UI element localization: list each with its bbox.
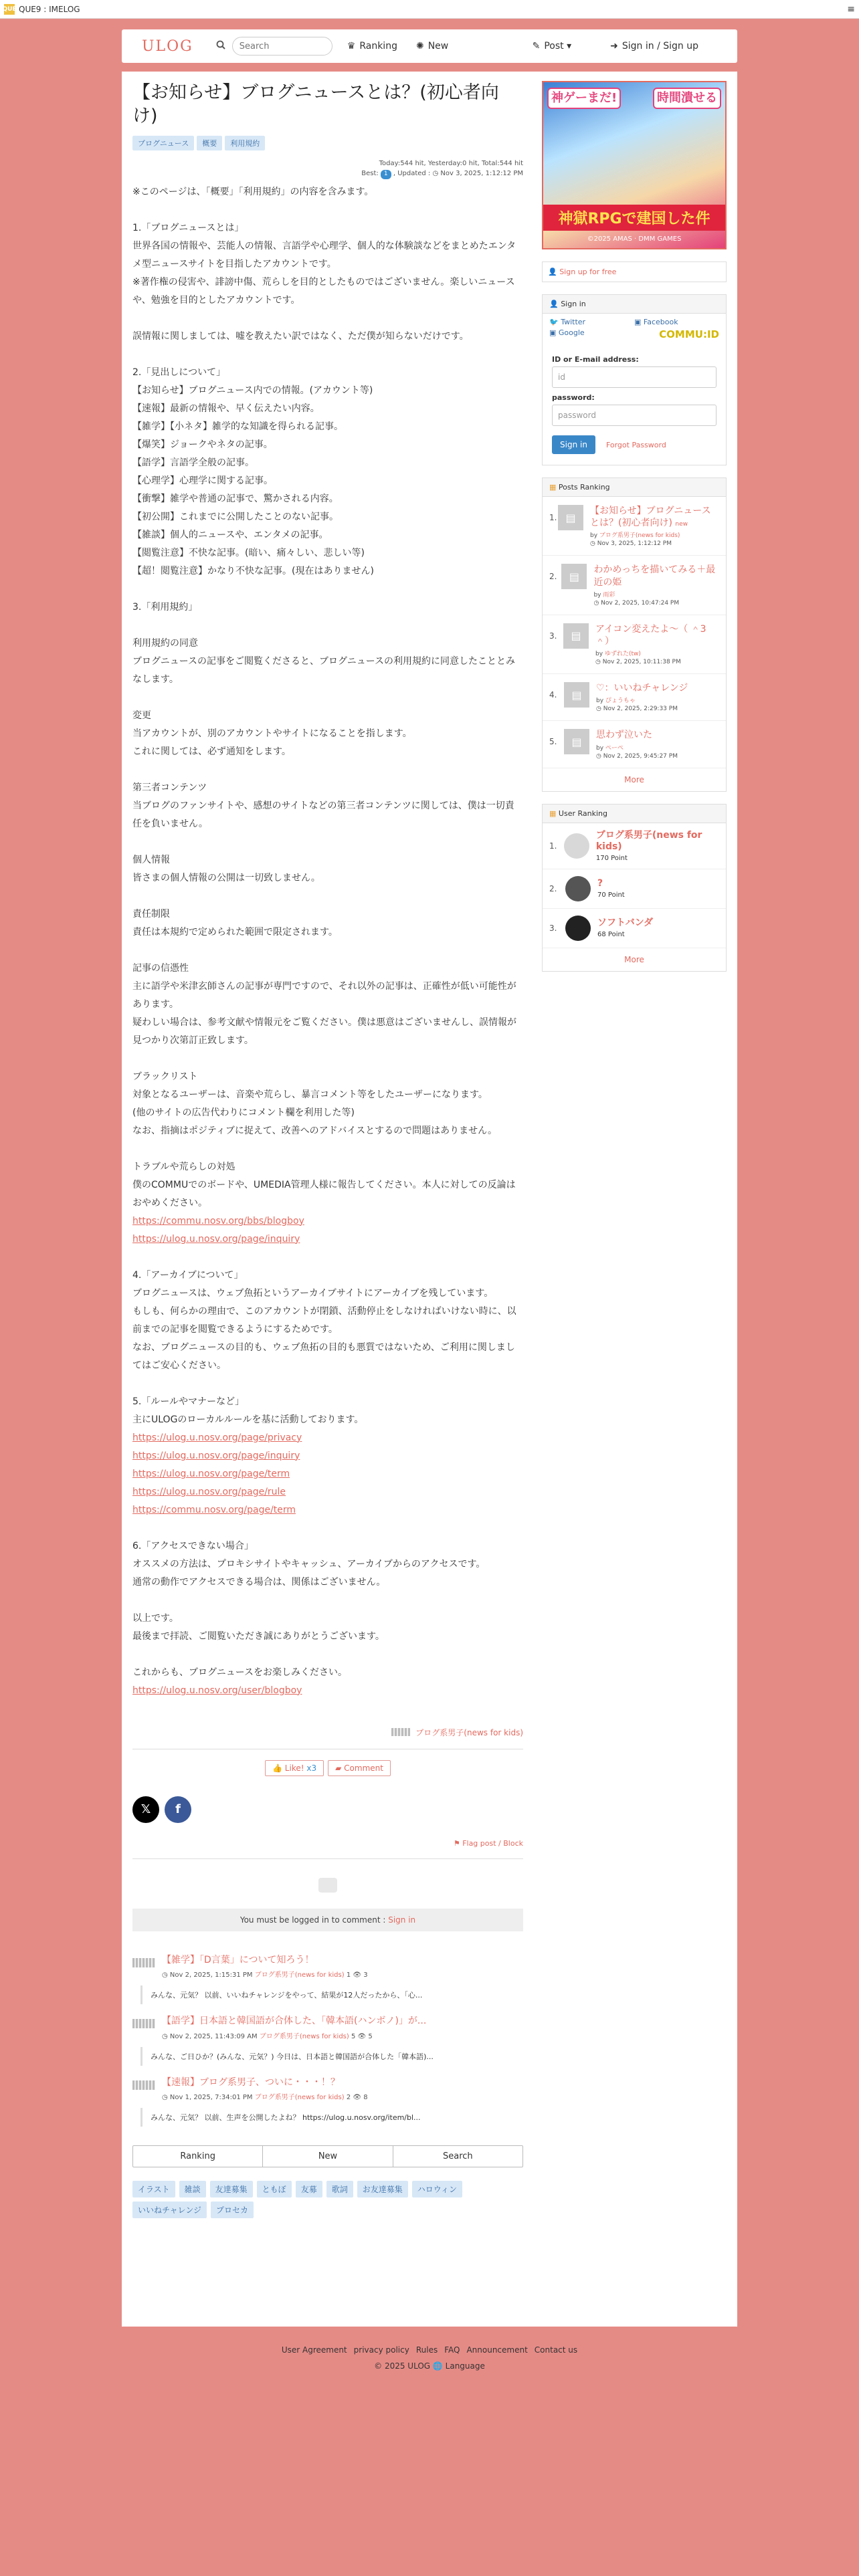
rank-number: 1. <box>549 841 557 851</box>
feed-header <box>132 2076 523 2102</box>
tag-cloud-item[interactable]: ともぼ <box>257 2181 292 2197</box>
post-title-text: アイコン変えたよ～（ ＾3＾） <box>595 623 706 647</box>
article-line <box>132 1429 523 1447</box>
article-meta <box>132 158 523 179</box>
article-line: 世界各国の情報や、芸能人の情報、言語学や心理学、個人的な体験談などをまとめたエンタメ型ニュースサイトを目指したアカウントです。 <box>132 240 516 270</box>
feed-header <box>132 2015 523 2040</box>
avatar <box>132 2019 155 2028</box>
article-line: これからも、ブログニュースをお楽しみください。 <box>132 1667 348 1678</box>
post-thumbnail: ▤ <box>564 682 589 708</box>
user-ranking-item[interactable] <box>543 823 726 869</box>
like-button[interactable]: 👍 Like! x3 <box>265 1760 324 1776</box>
posts-ranking-item[interactable] <box>543 497 726 556</box>
copyright: © 2025 ULOG 🌐 Language <box>374 2361 485 2371</box>
pager-ranking-button[interactable]: Ranking <box>133 2146 263 2167</box>
best-label: Best: <box>361 170 379 178</box>
rank-number: 3. <box>549 631 557 641</box>
article-link[interactable]: https://ulog.u.nosv.org/page/privacy <box>132 1432 302 1443</box>
comment-icon: ▰ <box>335 1763 342 1773</box>
article-line: 【雑学】【小ネタ】雑学的な知識を得られる記事。 <box>132 421 343 432</box>
article-line: 【初公開】これまでに公開したことのない記事。 <box>132 511 339 522</box>
user-icon: 👤 <box>549 300 559 308</box>
user-ranking-item[interactable] <box>543 869 726 909</box>
nav-new[interactable]: ✺ New <box>415 41 449 51</box>
post-author[interactable]: ゆずれた(tw) <box>604 651 641 658</box>
new-badge: new <box>675 521 688 528</box>
feed-item <box>132 2015 523 2066</box>
facebook-login[interactable]: ▣ Facebook <box>634 318 678 326</box>
user-points: 68 Point <box>597 930 625 938</box>
article-line: 責任は本規約で定められた範囲で限定されます。 <box>132 926 338 938</box>
posts-ranking-item[interactable] <box>543 674 726 721</box>
article-link[interactable]: https://commu.nosv.org/page/term <box>132 1504 296 1515</box>
user-avatar <box>564 833 589 859</box>
article-line: 責任制限 <box>132 908 170 920</box>
rank-number: 3. <box>549 923 557 933</box>
article-line: これに関しては、必ず通知をします。 <box>132 746 291 757</box>
footer-link[interactable]: Announcement <box>466 2345 528 2355</box>
feed-date: ◷ Nov 2, 2025, 1:15:31 PM <box>162 1971 253 1979</box>
feed-stats: 2 👁 8 <box>346 2094 368 2102</box>
article-line: 記事の信憑性 <box>132 962 189 974</box>
article-line: 【衝撃】雑学や普通の記事で、驚かされる内容。 <box>132 493 339 504</box>
post-author-line: by ブログ系男子(news for kids) <box>590 532 680 540</box>
article-line: 4.「アーカイブについて」 <box>132 1269 244 1281</box>
article-link[interactable]: https://ulog.u.nosv.org/page/term <box>132 1468 290 1479</box>
article-link[interactable]: https://commu.nosv.org/bbs/blogboy <box>132 1215 304 1226</box>
avatar <box>132 1958 155 1967</box>
login-link[interactable]: Sign in <box>388 1915 416 1925</box>
post-title[interactable] <box>590 505 719 529</box>
article-line: 5.「ルールやマナーなど」 <box>132 1396 245 1407</box>
article-line: ブログニュースの記事をご閲覧くださると、ブログニュースの利用規約に同意したこととみなします。 <box>132 655 516 685</box>
comments-empty <box>132 1878 523 1895</box>
post-author[interactable]: ぺーぺ <box>605 744 624 752</box>
article-line: 疑わしい場合は、参考文献や情報元をご覧ください。僕は悪意はございませんし、誤情報が見つかり次第訂正致します。 <box>132 1016 516 1046</box>
article-line <box>132 346 523 364</box>
footer-link[interactable]: Contact us <box>534 2345 578 2355</box>
tag-cloud-item[interactable]: ハロウィン <box>412 2181 462 2197</box>
post-title-text: 思わず泣いた <box>596 730 652 741</box>
post-title-text: わかめっちを描いてみる＋最近の姫 <box>593 564 716 588</box>
feed-meta <box>162 1969 368 1979</box>
feed-author[interactable]: ブログ系男子(news for kids) <box>254 1971 345 1979</box>
article-line: ブログニュースは、ウェブ魚拓というアーカイブサイトにアーカイブを残しています。 <box>132 1287 494 1299</box>
post-date: ◷ Nov 3, 2025, 1:12:12 PM <box>590 540 672 548</box>
article-line <box>132 310 523 328</box>
article-line: 最後まで拝読、ご閲覧いただき誠にありがとうございます。 <box>132 1630 385 1642</box>
article-line <box>132 1465 523 1483</box>
post-author-line: by ぺーぺ <box>596 744 624 752</box>
article-line: 皆さまの個人情報の公開は一切致しません。 <box>132 872 320 883</box>
article-line <box>132 1483 523 1501</box>
article-line: 主にULOGのローカルルールを基に活動しております。 <box>132 1414 364 1425</box>
new-icon: ✺ <box>415 41 424 51</box>
feed-excerpt[interactable]: みんな、元気？ 以前、生声を公開したよね？ https://ulog.u.nosv.org/item/bl... <box>140 2108 523 2127</box>
article-line: ※このページは、「概要」「利用規約」の内容を含みます。 <box>132 186 374 197</box>
banner-main-text: 神獄RPGで建国した件 <box>543 205 725 231</box>
article-line: 当アカウントが、別のアカウントやサイトになることを指します。 <box>132 728 412 739</box>
article-line <box>132 1249 523 1267</box>
article-line <box>132 1050 523 1068</box>
main-container <box>122 72 737 2371</box>
login-note: You must be logged in to comment : Sign in <box>132 1909 523 1931</box>
article-line <box>132 833 523 851</box>
article-line <box>132 942 523 960</box>
footer-link[interactable]: privacy policy <box>353 2345 409 2355</box>
post-author-line: by ゆずれた(tw) <box>595 651 641 658</box>
best-badge: 1 <box>381 170 391 179</box>
article-line: 以上です。 <box>132 1612 179 1624</box>
feed-stats: 5 👁 5 <box>351 2032 373 2040</box>
feed-meta <box>162 2030 426 2040</box>
posts-ranking-item[interactable] <box>543 721 726 768</box>
article-line <box>132 1501 523 1519</box>
google-login[interactable]: ▣ Google <box>549 328 585 337</box>
article-tags <box>132 136 523 150</box>
bottom-nav <box>132 2145 523 2167</box>
article-line: 僕のCOMMUでのボードや、UMEDIA管理人様に報告してください。本人に対しての反論はおやめください。 <box>132 1179 516 1208</box>
article-line <box>132 1682 523 1700</box>
article-line <box>132 1230 523 1249</box>
article-line: 個人情報 <box>132 854 170 865</box>
user-plus-icon: 👤 <box>548 267 557 276</box>
article-line <box>132 689 523 707</box>
banner-text-left: 神ゲーまだ! <box>547 88 621 109</box>
banner-text-right: 時間潰せる <box>653 88 721 109</box>
post-author[interactable]: ぴょうもゃ <box>605 697 636 705</box>
article-line <box>132 1646 523 1664</box>
search-icon[interactable] <box>216 40 225 52</box>
user-points: 170 Point <box>595 854 628 862</box>
feed-meta <box>162 2091 368 2101</box>
nav-ranking[interactable]: ♛ Ranking <box>347 41 397 51</box>
user-ranking-item[interactable] <box>543 909 726 948</box>
signup-free-link[interactable]: 👤 Sign up for free <box>542 261 727 282</box>
tag-cloud-item[interactable]: 友募 <box>296 2181 322 2197</box>
pencil-icon: ✎ <box>532 41 541 51</box>
article-line: トラブルや荒らしの対処 <box>132 1161 235 1172</box>
footer-link[interactable]: Rules <box>415 2345 438 2355</box>
article-line: 対象となるユーザーは、音楽や荒らし、暴言コメント等をしたユーザーになります。 <box>132 1089 488 1100</box>
article-line <box>132 1140 523 1158</box>
feed-excerpt[interactable]: みんな、元気？ 以前、いいねチャレンジをやって、結果が12人だったから、「心... <box>140 1985 523 2004</box>
signin-panel <box>542 294 727 465</box>
post-title[interactable] <box>593 564 719 588</box>
footer-links <box>122 2345 737 2355</box>
related-feed <box>132 1954 523 2127</box>
share-buttons <box>132 1796 523 1823</box>
article-title: 【お知らせ】ブログニュースとは？(初心者向け) <box>132 82 499 127</box>
post-thumbnail: ▤ <box>563 623 589 649</box>
feed-header <box>132 1954 523 1979</box>
article-line: オススメの方法は、プロキシサイトやキャッシュ、アーカイブからのアクセスです。 <box>132 1558 486 1570</box>
article-line: 【雑談】個人的ニュースや、エンタメの記事。 <box>132 529 328 540</box>
avatar <box>391 1728 410 1736</box>
article-line: (他のサイトの広告代わりにコメント欄を利用した等) <box>132 1107 355 1118</box>
signin-header: 👤 Sign in <box>543 295 726 314</box>
user-ranking-panel <box>542 804 727 972</box>
article-tag[interactable]: 利用規約 <box>225 136 265 150</box>
article-line: 変更 <box>132 710 151 721</box>
user-name[interactable]: ? <box>597 878 603 889</box>
article-line: もしも、何らかの理由で、このアカウントが閉鎖、活動停止をしなければいけない時に、以前までの記事を閲覧できるようにするためです。 <box>132 1305 516 1335</box>
posts-ranking-item[interactable] <box>543 556 726 615</box>
post-thumbnail: ▤ <box>561 564 587 589</box>
flag-link[interactable]: ⚑ Flag post / Block <box>453 1838 523 1848</box>
ad-banner[interactable] <box>542 81 727 249</box>
post-author[interactable]: ブログ系男子(news for kids) <box>599 532 680 540</box>
feed-date: ◷ Nov 1, 2025, 7:34:01 PM <box>162 2094 253 2102</box>
id-input[interactable]: id <box>552 366 717 388</box>
article-line <box>132 1519 523 1537</box>
signin-icon: ➜ <box>610 41 618 51</box>
posts-ranking-more[interactable]: More <box>624 774 644 784</box>
tag-cloud-item[interactable]: お友達募集 <box>357 2181 408 2197</box>
article-line: 【超！閲覧注意】かなり不快な記事。(現在はありません) <box>132 565 374 576</box>
article-line <box>132 761 523 779</box>
tag-cloud-item[interactable]: イラスト <box>132 2181 175 2197</box>
post-date: ◷ Nov 2, 2025, 10:11:38 PM <box>595 659 681 666</box>
user-ranking-more[interactable]: More <box>624 954 644 964</box>
posts-ranking-item[interactable] <box>543 615 726 674</box>
signin-button[interactable]: Sign in <box>552 435 595 454</box>
pager-new-button[interactable]: New <box>263 2146 393 2167</box>
feed-item <box>132 2076 523 2127</box>
author-box[interactable] <box>132 1727 523 1738</box>
article-line: 通常の動作でアクセスできる場合は、関係はございません。 <box>132 1576 386 1588</box>
post-author-line: by ぴょうもゃ <box>596 697 636 705</box>
article-line <box>132 1212 523 1230</box>
article-line: 6.「アクセスできない場合」 <box>132 1540 254 1551</box>
rank-number: 1. <box>549 513 557 522</box>
brand-logo[interactable]: ULOG <box>142 37 193 55</box>
article-line: 【爆笑】ジョークやネタの記事。 <box>132 439 273 450</box>
like-bar <box>132 1760 523 1776</box>
rank-number: 2. <box>549 572 557 582</box>
post-date: ◷ Nov 2, 2025, 9:45:27 PM <box>596 752 678 760</box>
article-link[interactable]: https://ulog.u.nosv.org/page/inquiry <box>132 1233 300 1245</box>
ranking-icon: ♛ <box>347 41 356 51</box>
article-line: 【閲覧注意】不快な記事。(暗い、痛々しい、悲しい等) <box>132 547 365 558</box>
article-line: なお、ブログニュースの目的も、ウェブ魚拓の目的も悪質ではないため、ご利用に関しましてはご安心ください。 <box>132 1341 515 1371</box>
feed-title[interactable]: 【語学】日本語と韓国語が合体した、「韓本語(ハンボノ)」が... <box>162 2016 427 2027</box>
sidebar <box>542 81 727 984</box>
article-line <box>132 201 523 219</box>
user-ranking-header: ▦ User Ranking <box>543 804 726 823</box>
post-title[interactable] <box>596 729 678 741</box>
feed-author[interactable]: ブログ系男子(news for kids) <box>254 2094 345 2102</box>
article-line: 【お知らせ】ブログニュース内での情報。(アカウント等) <box>132 385 373 396</box>
article-link[interactable]: https://ulog.u.nosv.org/user/blogboy <box>132 1685 302 1696</box>
article-line <box>132 1592 523 1610</box>
twitter-icon: 🐦 <box>549 318 559 326</box>
article-link[interactable]: https://ulog.u.nosv.org/page/rule <box>132 1486 286 1497</box>
google-icon: ▣ <box>549 328 557 337</box>
facebook-icon: ▣ <box>634 318 642 326</box>
facebook-share-icon[interactable]: f <box>165 1796 191 1823</box>
tag-cloud-item[interactable]: プロセカ <box>211 2202 254 2218</box>
article-line <box>132 617 523 635</box>
commu-logo: COMMU:ID <box>659 328 719 340</box>
post-author[interactable]: 雨彩 <box>603 591 615 599</box>
id-label: ID or E-mail address: <box>552 355 639 364</box>
navbar <box>122 29 737 63</box>
thumbs-up-icon: 👍 <box>272 1763 282 1773</box>
tag-cloud-item[interactable]: 友達募集 <box>210 2181 253 2197</box>
post-title[interactable] <box>596 682 688 694</box>
article-line: 1.「ブログニュースとは」 <box>132 222 244 233</box>
divider <box>132 1858 523 1859</box>
feed-author[interactable]: ブログ系男子(news for kids) <box>259 2032 349 2040</box>
article-line <box>132 1447 523 1465</box>
article-line: 【語学】言語学全般の記事。 <box>132 457 254 468</box>
footer-link[interactable]: User Agreement <box>281 2345 347 2355</box>
user-avatar <box>565 876 591 901</box>
article-line: なお、指摘はポジティブに捉えて、改善へのアドバイスとするので問題はありません。 <box>132 1125 498 1136</box>
updated-date: , Updated : ◷ Nov 3, 2025, 1:12:12 PM <box>391 170 523 178</box>
crown-icon: ▦ <box>549 483 557 492</box>
post-date: ◷ Nov 2, 2025, 10:47:24 PM <box>593 599 680 607</box>
posts-ranking-panel <box>542 477 727 792</box>
tag-cloud-item[interactable]: いいねチャレンジ <box>132 2202 207 2218</box>
feed-item <box>132 1954 523 2005</box>
user-name[interactable]: ソフトバンダ <box>597 918 654 929</box>
posts-ranking-header: ▦ Posts Ranking <box>543 478 726 497</box>
crown-icon: ▦ <box>549 809 557 818</box>
article-line: 利用規約の同意 <box>132 637 198 649</box>
nav-signin[interactable]: ➜ Sign in / Sign up <box>610 41 698 51</box>
author-name[interactable]: ブログ系男子(news for kids) <box>415 1727 523 1737</box>
post-title-text: ♡：いいねチャレンジ <box>596 683 688 694</box>
like-count: x3 <box>306 1763 317 1773</box>
article-tag[interactable]: 概要 <box>197 136 222 150</box>
avatar <box>132 2080 155 2090</box>
feed-stats: 1 👁 3 <box>346 1971 368 1979</box>
post-thumbnail: ▤ <box>564 729 589 754</box>
article-line <box>132 580 523 599</box>
site-logo: QUE <box>4 4 15 15</box>
oauth-links <box>543 314 726 344</box>
article-line: 誤情報に関しましては、嘘を教えたい訳ではなく、ただ僕が知らないだけです。 <box>132 330 469 342</box>
tag-cloud <box>132 2181 523 2218</box>
article-line: 当ブログのファンサイトや、感想のサイトなどの第三者コンテンツに関しては、僕は一切責任を負いません。 <box>132 800 514 829</box>
forgot-password-link[interactable]: Forgot Password <box>605 440 666 449</box>
post-title[interactable] <box>595 623 719 647</box>
article-line <box>132 887 523 905</box>
user-points: 70 Point <box>597 891 625 899</box>
banner-sub-text: ©2025 AMAS · DMM GAMES <box>587 235 682 243</box>
tag-cloud-item[interactable]: 雑談 <box>179 2181 206 2197</box>
post-thumbnail: ▤ <box>558 505 583 530</box>
footer <box>122 2345 737 2371</box>
article-line <box>132 1375 523 1393</box>
footer-link[interactable]: FAQ <box>444 2345 460 2355</box>
password-input[interactable]: password <box>552 405 717 426</box>
nav-post[interactable]: ✎ Post ▾ <box>532 41 572 51</box>
post-title-text: 【お知らせ】ブログニュースとは？(初心者向け) <box>590 506 711 529</box>
article-line: ※著作権の侵害や、誹謗中傷、荒らしを目的としたものではございません。楽しいニュースや、勉強を目的としたアカウントです。 <box>132 276 515 306</box>
search-input[interactable] <box>232 37 332 56</box>
article-line: 【速報】最新の情報や、早く伝えたい内容。 <box>132 403 320 414</box>
article-body <box>132 183 523 1700</box>
article-line: 3.「利用規約」 <box>132 601 198 613</box>
article-line: 【心理学】心理学に関する記事。 <box>132 475 273 486</box>
twitter-login[interactable]: 🐦 Twitter <box>549 318 586 326</box>
post-date: ◷ Nov 2, 2025, 2:29:33 PM <box>596 706 678 713</box>
feed-excerpt[interactable]: みんな、ご日ひか？(みんな、元気？) 今日は、日本語と韓国語が合体した「韓本語)... <box>140 2047 523 2066</box>
pager-search-button[interactable]: Search <box>442 2151 473 2162</box>
topbar-title: QUE9 : IMELOG <box>19 4 80 14</box>
menu-icon[interactable]: ≡ <box>847 3 855 15</box>
rank-number: 2. <box>549 883 557 893</box>
feed-date: ◷ Nov 2, 2025, 11:43:09 AM <box>162 2032 258 2040</box>
rank-number: 4. <box>549 690 557 700</box>
user-name[interactable]: ブログ系男子(news for kids) <box>595 829 702 852</box>
search-box <box>216 37 332 56</box>
post-author-line: by 雨彩 <box>593 591 615 599</box>
x-share-icon[interactable]: 𝕏 <box>132 1796 159 1823</box>
article-line: 主に語学や米津玄師さんの記事が専門ですので、それ以外の記事は、正確性が低い可能性があります。 <box>132 980 516 1010</box>
article-line: 第三者コンテンツ <box>132 782 207 793</box>
article <box>132 81 523 2218</box>
feed-title[interactable]: 【雑学】「D言葉」について知ろう！ <box>162 1954 314 1965</box>
article-line: ブラックリスト <box>132 1071 198 1082</box>
rank-number: 5. <box>549 737 557 747</box>
article-line: 2.「見出しについて」 <box>132 366 226 378</box>
feed-title[interactable]: 【速報】ブログ系男子、ついに・・・！？ <box>162 2076 340 2088</box>
article-link[interactable]: https://ulog.u.nosv.org/page/inquiry <box>132 1450 300 1461</box>
browser-topbar <box>0 0 859 19</box>
comment-button[interactable]: ▰ Comment <box>328 1760 391 1776</box>
flag-icon: ⚑ <box>453 1838 460 1848</box>
view-counts: Today:544 hit, Yesterday:0 hit, Total:544 hit <box>379 160 523 168</box>
article-tag[interactable]: ブログニュース <box>132 136 194 150</box>
user-avatar <box>565 916 591 941</box>
speech-bubble-icon <box>318 1878 337 1893</box>
tag-cloud-item[interactable]: 歌詞 <box>326 2181 353 2197</box>
password-label: password: <box>552 393 595 402</box>
